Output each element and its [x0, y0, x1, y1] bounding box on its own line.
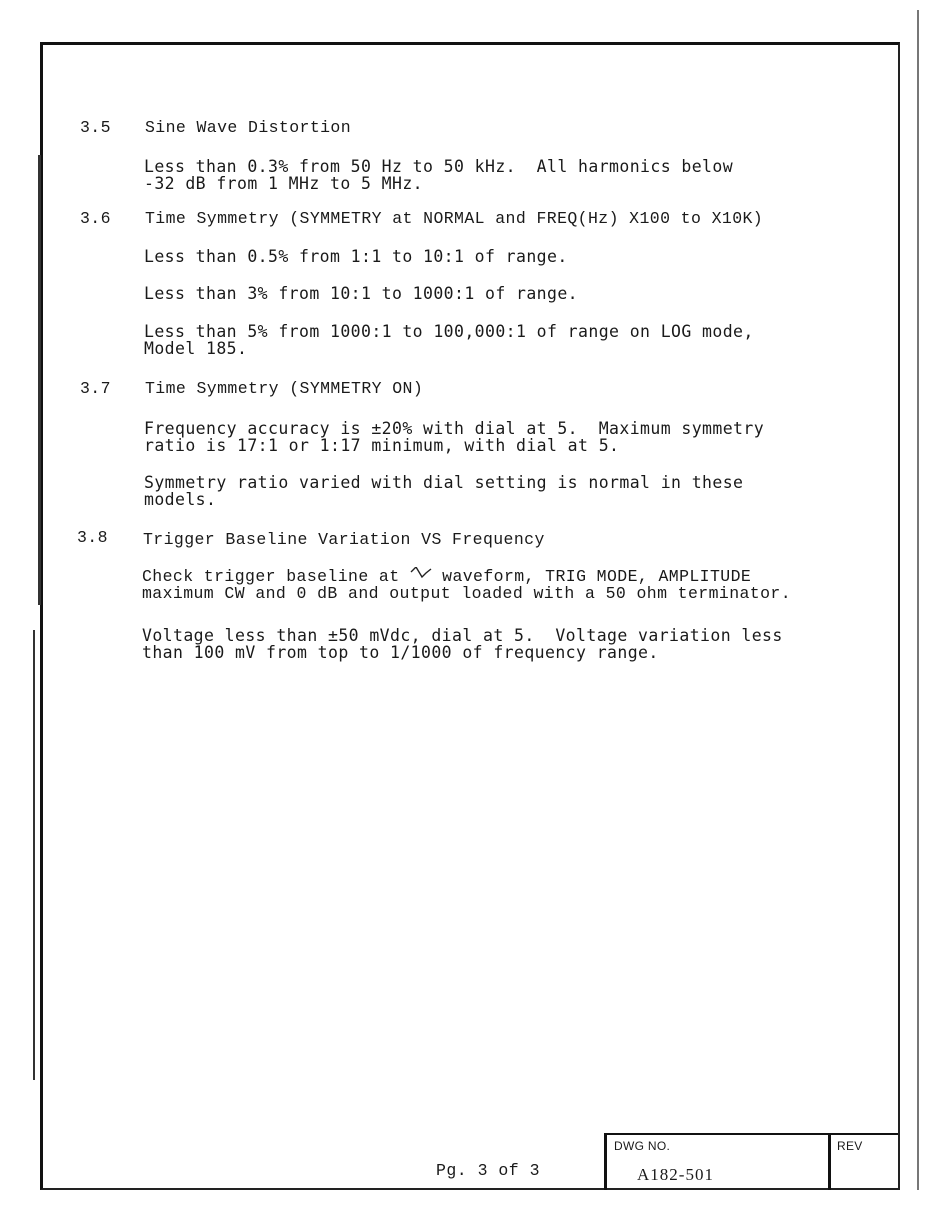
section-number: 3.7	[80, 379, 111, 398]
paragraph: Voltage less than ±50 mVdc, dial at 5. Voltage variation less than 100 mV from top to 1/1000 of frequency range.	[142, 626, 783, 662]
rev-label: REV	[837, 1139, 863, 1153]
dwg-value: A182-501	[637, 1165, 714, 1184]
paragraph: Symmetry ratio varied with dial setting is normal in these models.	[144, 473, 744, 509]
section-number: 3.5	[80, 118, 111, 137]
scan-mark	[917, 10, 919, 1190]
page-number: Pg. 3 of 3	[436, 1161, 541, 1180]
dwg-label: DWG NO.	[614, 1139, 671, 1153]
trigger-text-line2: maximum CW and 0 dB and output loaded with a 50 ohm terminator.	[142, 584, 792, 603]
section-title: Sine Wave Distortion	[145, 118, 352, 137]
paragraph: Less than 5% from 1000:1 to 100,000:1 of range on LOG mode, Model 185.	[144, 322, 754, 358]
section-number: 3.8	[77, 528, 108, 547]
revision-box	[828, 1133, 898, 1190]
paragraph: Less than 0.5% from 1:1 to 10:1 of range.	[144, 247, 568, 266]
scan-mark	[33, 630, 35, 1080]
triangle-wave-icon	[410, 567, 432, 583]
trigger-text-end: waveform, TRIG MODE, AMPLITUDE	[431, 567, 752, 586]
drawing-number-box	[604, 1133, 829, 1190]
section-title: Trigger Baseline Variation VS Frequency	[143, 530, 545, 549]
section-number: 3.6	[80, 209, 111, 228]
paragraph: Frequency accuracy is ±20% with dial at 5. Maximum symmetry ratio is 17:1 or 1:17 minimum, with dial at 5.	[144, 419, 765, 455]
section-title: Time Symmetry (SYMMETRY at NORMAL and FREQ(Hz) X100 to X10K)	[145, 209, 764, 228]
trigger-text-start: Check trigger baseline at	[142, 567, 410, 586]
scan-mark	[38, 155, 41, 605]
trigger-paragraph	[142, 567, 791, 602]
paragraph: Less than 3% from 10:1 to 1000:1 of range.	[144, 284, 579, 303]
section-title: Time Symmetry (SYMMETRY ON)	[145, 379, 424, 398]
paragraph: Less than 0.3% from 50 Hz to 50 kHz. All harmonics below -32 dB from 1 MHz to 5 MHz.	[144, 157, 734, 193]
